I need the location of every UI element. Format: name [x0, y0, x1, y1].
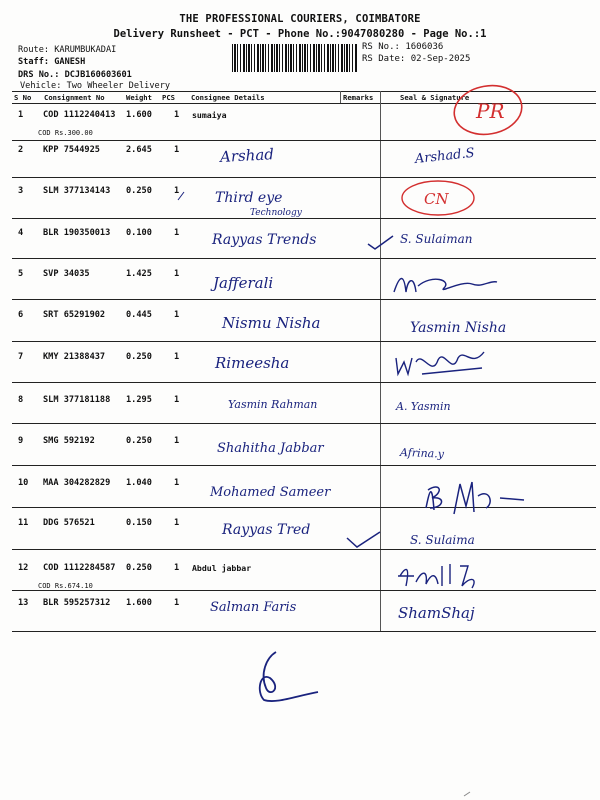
rs-date: RS Date: 02-Sep-2025	[362, 54, 471, 64]
row-rule	[12, 140, 596, 141]
row-12-cod: COD Rs.674.10	[38, 582, 93, 590]
row-11-signature: S. Sulaima	[410, 533, 475, 547]
barcode	[232, 44, 358, 72]
row-rule	[12, 631, 596, 632]
row-7-weight: 0.250	[126, 352, 152, 362]
row-8-signature: A. Yasmin	[396, 400, 451, 413]
col-seal-signature: Seal & Signature	[400, 93, 470, 102]
row-2-weight: 2.645	[126, 145, 152, 155]
row-10-pcs: 1	[174, 478, 180, 488]
row-9-consignment: SMG 592192	[43, 436, 95, 446]
row-rule	[12, 423, 596, 424]
row-11-consignment: DDG 576521	[43, 518, 95, 528]
row-12-consignment: COD 1112284587	[43, 563, 116, 573]
bottom-signature-scribble	[236, 648, 326, 708]
row-rule	[12, 177, 596, 178]
row-10-consignment: MAA 304282829	[43, 478, 111, 488]
pen-mark	[176, 190, 190, 204]
row-rule	[12, 341, 596, 342]
row-13-consignment: BLR 595257312	[43, 598, 111, 608]
row-13-handwritten-name: Salman Faris	[210, 600, 297, 615]
row-7-pcs: 1	[174, 352, 180, 362]
row-9-signature: Afrina.y	[399, 446, 445, 461]
row-5-signature-scribble	[392, 270, 502, 300]
remarks-divider	[380, 91, 381, 631]
row-9-weight: 0.250	[126, 436, 152, 446]
col-sno: S No	[14, 93, 32, 102]
row-1-weight: 1.600	[126, 110, 152, 120]
stamp-pr-text: PR	[476, 99, 505, 123]
row-2-consignment: KPP 7544925	[43, 145, 100, 155]
row-7-sno: 7	[18, 352, 24, 362]
company-title: THE PROFESSIONAL COURIERS, COIMBATORE	[179, 13, 421, 25]
row-4-weight: 0.100	[126, 228, 152, 238]
row-3-pcs: 1	[174, 186, 180, 196]
row-12-consignee: Abdul jabbar	[192, 563, 252, 573]
row-9-pcs: 1	[174, 436, 180, 446]
row-2-pcs: 1	[174, 145, 180, 155]
row-12-signature-scribble	[396, 562, 506, 592]
row-6-pcs: 1	[174, 310, 180, 320]
row-8-consignment: SLM 377181188	[43, 395, 111, 405]
row-13-signature: ShamShaj	[398, 604, 475, 622]
row-11-pcs: 1	[174, 518, 180, 528]
row-rule	[12, 299, 596, 300]
row-4-sno: 4	[18, 228, 24, 238]
row-8-weight: 1.295	[126, 395, 152, 405]
row-9-handwritten-name: Shahitha Jabbar	[217, 441, 324, 456]
row-7-handwritten-name: Rimeesha	[215, 354, 290, 372]
row-10-weight: 1.040	[126, 478, 152, 488]
row-4-pcs: 1	[174, 228, 180, 238]
row-rule	[12, 218, 596, 219]
row-8-handwritten-name: Yasmin Rahman	[228, 398, 318, 411]
header-divider-remarks	[340, 91, 341, 103]
row-rule	[12, 549, 596, 550]
staff: Staff: GANESH	[18, 57, 86, 67]
vehicle: Vehicle: Two Wheeler Delivery	[20, 81, 171, 91]
red-stamp-cn	[398, 178, 478, 218]
row-1-sno: 1	[18, 110, 24, 120]
row-1-consignee: sumaiya	[192, 110, 227, 120]
row-3-sno: 3	[18, 186, 24, 196]
row-6-weight: 0.445	[126, 310, 152, 320]
row-5-consignment: SVP 34035	[43, 269, 90, 279]
row-1-consignment: COD 1112240413	[43, 110, 116, 120]
row-rule	[12, 382, 596, 383]
row-11-weight: 0.150	[126, 518, 152, 528]
row-rule	[12, 465, 596, 466]
row-6-handwritten-name: Nismu Nisha	[222, 314, 321, 332]
tick-mark-row-4	[366, 234, 396, 252]
col-consignment: Consignment No	[44, 93, 105, 102]
stamp-cn-text: CN	[424, 190, 449, 208]
row-12-sno: 12	[18, 563, 29, 573]
row-2-sno: 2	[18, 145, 24, 155]
red-stamp-pr	[448, 78, 528, 140]
row-10-signature-scribble	[420, 478, 530, 518]
runsheet-subtitle: Delivery Runsheet - PCT - Phone No.:9047080280 - Page No.:1	[113, 28, 487, 40]
row-8-pcs: 1	[174, 395, 180, 405]
row-11-handwritten-name: Rayyas Tred	[222, 522, 311, 538]
row-5-weight: 1.425	[126, 269, 152, 279]
row-2-handwritten-name: Arshad	[219, 145, 275, 166]
row-7-signature-scribble	[392, 348, 492, 380]
col-consignee: Consignee Details	[191, 93, 265, 102]
row-13-weight: 1.600	[126, 598, 152, 608]
row-5-sno: 5	[18, 269, 24, 279]
row-10-handwritten-name: Mohamed Sameer	[210, 485, 331, 500]
tick-mark-row-11	[345, 530, 383, 550]
row-12-weight: 0.250	[126, 563, 152, 573]
row-4-consignment: BLR 190350013	[43, 228, 111, 238]
row-rule	[12, 258, 596, 259]
row-3-weight: 0.250	[126, 186, 152, 196]
row-4-handwritten-name: Rayyas Trends	[212, 232, 317, 248]
col-remarks: Remarks	[343, 93, 374, 102]
col-pcs: PCS	[162, 93, 175, 102]
row-8-sno: 8	[18, 395, 24, 405]
row-6-consignment: SRT 65291902	[43, 310, 106, 320]
row-13-sno: 13	[18, 598, 29, 608]
drs-number: DRS No.: DCJB160603601	[18, 70, 132, 80]
row-3-handwritten-name-2: Technology	[250, 208, 302, 218]
row-10-sno: 10	[18, 478, 29, 488]
row-3-consignment: SLM 377134143	[43, 186, 111, 196]
row-5-handwritten-name: Jafferali	[213, 274, 274, 292]
row-6-sno: 6	[18, 310, 24, 320]
row-7-consignment: KMY 21388437	[43, 352, 106, 362]
row-13-pcs: 1	[174, 598, 180, 608]
row-3-handwritten-name: Third eye	[215, 190, 283, 206]
page-mark	[462, 790, 472, 798]
row-9-sno: 9	[18, 436, 24, 446]
row-2-signature: Arshad.S	[414, 145, 476, 167]
row-1-cod: COD Rs.300.00	[38, 129, 93, 137]
row-6-signature: Yasmin Nisha	[410, 320, 507, 336]
row-rule	[12, 590, 596, 591]
rs-number: RS No.: 1606036	[362, 42, 444, 52]
col-weight: Weight	[126, 93, 152, 102]
route: Route: KARUMBUKADAI	[18, 45, 117, 55]
row-5-pcs: 1	[174, 269, 180, 279]
row-12-pcs: 1	[174, 563, 180, 573]
row-11-sno: 11	[18, 518, 29, 528]
row-4-signature: S. Sulaiman	[400, 232, 473, 246]
row-1-pcs: 1	[174, 110, 180, 120]
